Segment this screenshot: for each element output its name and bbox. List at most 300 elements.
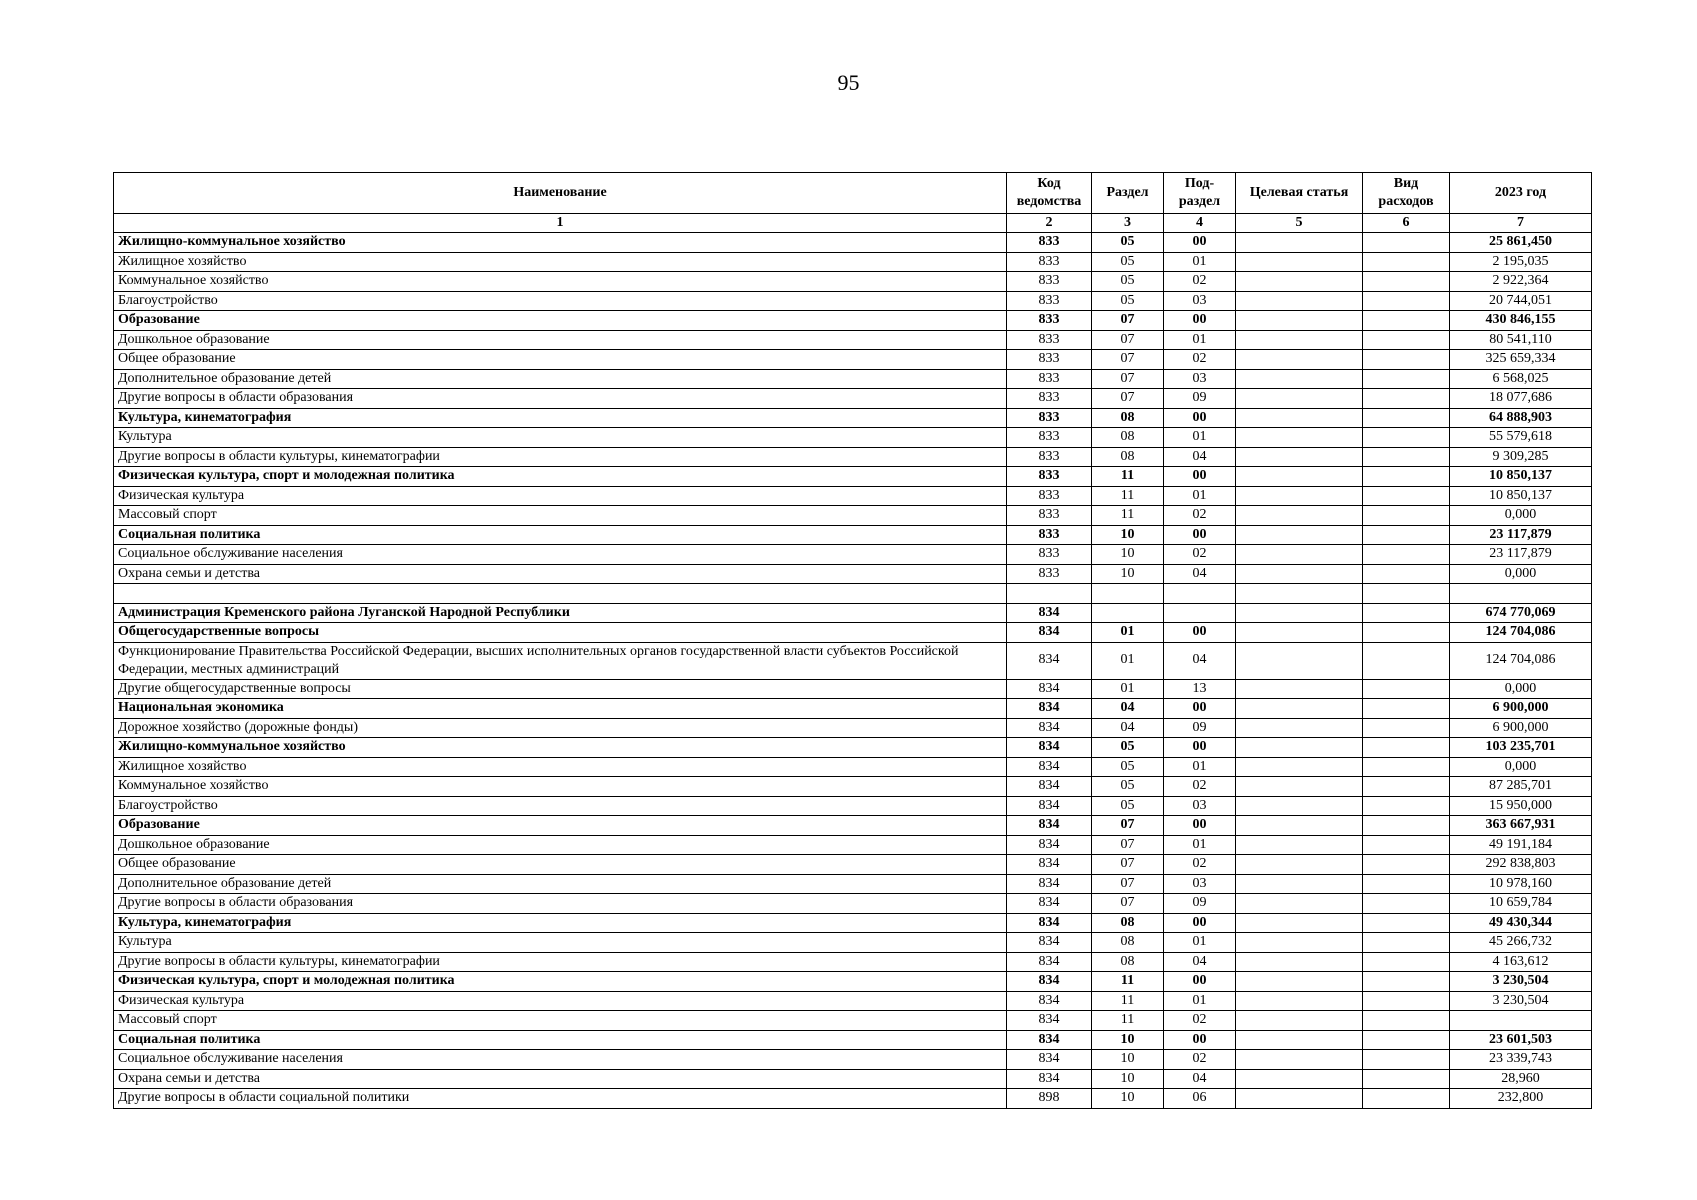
- cell-target-article: [1236, 874, 1363, 894]
- cell-name: Культура, кинематография: [114, 913, 1007, 933]
- cell-name: Жилищно-коммунальное хозяйство: [114, 738, 1007, 758]
- cell-name: Культура: [114, 933, 1007, 953]
- cell-target-article: [1236, 447, 1363, 467]
- cell-section: 05: [1092, 272, 1164, 292]
- table-row: [114, 252, 1592, 272]
- cell-target-article: [1236, 272, 1363, 292]
- cell-subsection: 01: [1164, 757, 1236, 777]
- cell-department-code: 833: [1007, 350, 1092, 370]
- column-number: 5: [1236, 214, 1363, 233]
- cell-section: 04: [1092, 718, 1164, 738]
- cell-subsection: 03: [1164, 796, 1236, 816]
- cell-name: Социальное обслуживание населения: [114, 545, 1007, 565]
- cell-department-code: 834: [1007, 603, 1092, 623]
- cell-section: 11: [1092, 467, 1164, 487]
- cell-department-code: 834: [1007, 991, 1092, 1011]
- cell-department-code: 834: [1007, 874, 1092, 894]
- cell-expense-type: [1363, 369, 1450, 389]
- cell-target-article: [1236, 796, 1363, 816]
- cell-amount: 430 846,155: [1450, 311, 1592, 331]
- cell-subsection: 04: [1164, 447, 1236, 467]
- cell-expense-type: [1363, 584, 1450, 604]
- cell-expense-type: [1363, 699, 1450, 719]
- cell-department-code: 833: [1007, 525, 1092, 545]
- cell-expense-type: [1363, 428, 1450, 448]
- cell-department-code: 834: [1007, 894, 1092, 914]
- table-body: [114, 233, 1592, 1109]
- cell-subsection: 03: [1164, 874, 1236, 894]
- cell-department-code: 834: [1007, 1069, 1092, 1089]
- cell-name: Социальное обслуживание населения: [114, 1050, 1007, 1070]
- column-number: 1: [114, 214, 1007, 233]
- cell-name: Функционирование Правительства Российской Федерации, высших исполнительных органов государственной власти субъектов Российской Федерации, местных администраций: [114, 642, 1007, 679]
- cell-expense-type: [1363, 486, 1450, 506]
- cell-section: 10: [1092, 1089, 1164, 1109]
- table-row: [114, 447, 1592, 467]
- cell-name: Другие вопросы в области образования: [114, 894, 1007, 914]
- cell-section: 07: [1092, 330, 1164, 350]
- cell-name: Администрация Кременского района Луганской Народной Республики: [114, 603, 1007, 623]
- cell-amount: 6 900,000: [1450, 718, 1592, 738]
- cell-department-code: 833: [1007, 428, 1092, 448]
- table-row: [114, 835, 1592, 855]
- table-row: [114, 816, 1592, 836]
- cell-target-article: [1236, 699, 1363, 719]
- cell-name: Коммунальное хозяйство: [114, 272, 1007, 292]
- table-row: [114, 350, 1592, 370]
- cell-amount: 23 117,879: [1450, 545, 1592, 565]
- cell-section: 07: [1092, 311, 1164, 331]
- cell-subsection: 06: [1164, 1089, 1236, 1109]
- cell-target-article: [1236, 972, 1363, 992]
- table-row: [114, 389, 1592, 409]
- cell-name: Дошкольное образование: [114, 330, 1007, 350]
- cell-department-code: 834: [1007, 835, 1092, 855]
- cell-subsection: 01: [1164, 486, 1236, 506]
- cell-expense-type: [1363, 408, 1450, 428]
- cell-name: Культура: [114, 428, 1007, 448]
- table-row: [114, 623, 1592, 643]
- cell-department-code: 834: [1007, 738, 1092, 758]
- page-number: 95: [837, 70, 860, 95]
- cell-amount: 3 230,504: [1450, 972, 1592, 992]
- cell-name: Дошкольное образование: [114, 835, 1007, 855]
- cell-amount: 10 850,137: [1450, 486, 1592, 506]
- cell-name: Образование: [114, 816, 1007, 836]
- header-name: Наименование: [114, 173, 1007, 214]
- cell-subsection: 04: [1164, 952, 1236, 972]
- cell-section: 05: [1092, 738, 1164, 758]
- cell-section: 08: [1092, 408, 1164, 428]
- cell-amount: 15 950,000: [1450, 796, 1592, 816]
- cell-amount: 45 266,732: [1450, 933, 1592, 953]
- cell-department-code: 834: [1007, 777, 1092, 797]
- cell-expense-type: [1363, 816, 1450, 836]
- cell-expense-type: [1363, 952, 1450, 972]
- cell-section: 05: [1092, 777, 1164, 797]
- cell-target-article: [1236, 952, 1363, 972]
- table-row: [114, 972, 1592, 992]
- cell-amount: 3 230,504: [1450, 991, 1592, 1011]
- cell-target-article: [1236, 233, 1363, 253]
- cell-subsection: 00: [1164, 699, 1236, 719]
- column-number: 7: [1450, 214, 1592, 233]
- cell-expense-type: [1363, 330, 1450, 350]
- cell-department-code: 834: [1007, 623, 1092, 643]
- cell-section: 05: [1092, 252, 1164, 272]
- cell-section: 07: [1092, 835, 1164, 855]
- cell-department-code: 834: [1007, 642, 1092, 679]
- cell-name: Дополнительное образование детей: [114, 369, 1007, 389]
- cell-target-article: [1236, 506, 1363, 526]
- cell-section: 05: [1092, 233, 1164, 253]
- cell-department-code: 834: [1007, 816, 1092, 836]
- cell-amount: 23 339,743: [1450, 1050, 1592, 1070]
- cell-department-code: 834: [1007, 699, 1092, 719]
- cell-name: Другие вопросы в области социальной политики: [114, 1089, 1007, 1109]
- header-department-code: Код ведомства: [1007, 173, 1092, 214]
- cell-expense-type: [1363, 718, 1450, 738]
- cell-subsection: 02: [1164, 545, 1236, 565]
- cell-amount: 0,000: [1450, 757, 1592, 777]
- cell-expense-type: [1363, 738, 1450, 758]
- cell-department-code: 833: [1007, 311, 1092, 331]
- table-row: [114, 874, 1592, 894]
- cell-subsection: 00: [1164, 408, 1236, 428]
- cell-target-article: [1236, 894, 1363, 914]
- cell-department-code: 833: [1007, 252, 1092, 272]
- cell-subsection: 00: [1164, 972, 1236, 992]
- cell-department-code: 833: [1007, 564, 1092, 584]
- cell-section: [1092, 603, 1164, 623]
- cell-subsection: 00: [1164, 816, 1236, 836]
- cell-expense-type: [1363, 894, 1450, 914]
- cell-target-article: [1236, 1089, 1363, 1109]
- cell-amount: 0,000: [1450, 679, 1592, 699]
- cell-name: Физическая культура, спорт и молодежная политика: [114, 467, 1007, 487]
- budget-table: [113, 172, 1592, 1109]
- cell-name: Другие общегосударственные вопросы: [114, 679, 1007, 699]
- cell-amount: 325 659,334: [1450, 350, 1592, 370]
- cell-name: Общегосударственные вопросы: [114, 623, 1007, 643]
- cell-section: 05: [1092, 291, 1164, 311]
- cell-expense-type: [1363, 1069, 1450, 1089]
- table-row: [114, 506, 1592, 526]
- table-row: [114, 545, 1592, 565]
- cell-department-code: 834: [1007, 796, 1092, 816]
- cell-expense-type: [1363, 525, 1450, 545]
- cell-target-article: [1236, 428, 1363, 448]
- cell-subsection: 02: [1164, 777, 1236, 797]
- cell-amount: [1450, 584, 1592, 604]
- cell-expense-type: [1363, 642, 1450, 679]
- cell-department-code: 833: [1007, 506, 1092, 526]
- cell-department-code: 833: [1007, 272, 1092, 292]
- cell-name: Другие вопросы в области культуры, кинематографии: [114, 952, 1007, 972]
- cell-subsection: 02: [1164, 1050, 1236, 1070]
- cell-section: 01: [1092, 679, 1164, 699]
- cell-amount: [1450, 1011, 1592, 1031]
- cell-expense-type: [1363, 623, 1450, 643]
- table-row: [114, 525, 1592, 545]
- cell-section: 07: [1092, 894, 1164, 914]
- cell-section: 07: [1092, 389, 1164, 409]
- table-row: [114, 718, 1592, 738]
- cell-section: 10: [1092, 564, 1164, 584]
- cell-target-article: [1236, 738, 1363, 758]
- table-row: [114, 933, 1592, 953]
- cell-expense-type: [1363, 467, 1450, 487]
- cell-subsection: 00: [1164, 738, 1236, 758]
- cell-target-article: [1236, 525, 1363, 545]
- cell-department-code: 834: [1007, 913, 1092, 933]
- cell-amount: 6 900,000: [1450, 699, 1592, 719]
- table-row: [114, 952, 1592, 972]
- cell-section: 01: [1092, 623, 1164, 643]
- table-header-row: [114, 173, 1592, 214]
- cell-name: [114, 584, 1007, 604]
- cell-amount: 6 568,025: [1450, 369, 1592, 389]
- header-subsection: Под-раздел: [1164, 173, 1236, 214]
- cell-subsection: 03: [1164, 291, 1236, 311]
- cell-section: 07: [1092, 855, 1164, 875]
- cell-section: 11: [1092, 972, 1164, 992]
- cell-amount: 124 704,086: [1450, 623, 1592, 643]
- cell-amount: 674 770,069: [1450, 603, 1592, 623]
- cell-department-code: 834: [1007, 1011, 1092, 1031]
- cell-name: Физическая культура: [114, 486, 1007, 506]
- cell-department-code: 833: [1007, 330, 1092, 350]
- cell-amount: 124 704,086: [1450, 642, 1592, 679]
- cell-amount: 0,000: [1450, 506, 1592, 526]
- cell-section: 11: [1092, 991, 1164, 1011]
- cell-name: Образование: [114, 311, 1007, 331]
- cell-target-article: [1236, 1030, 1363, 1050]
- cell-amount: 49 430,344: [1450, 913, 1592, 933]
- cell-amount: 55 579,618: [1450, 428, 1592, 448]
- cell-name: Жилищно-коммунальное хозяйство: [114, 233, 1007, 253]
- cell-target-article: [1236, 913, 1363, 933]
- table-row: [114, 564, 1592, 584]
- cell-section: 11: [1092, 1011, 1164, 1031]
- cell-department-code: 834: [1007, 1030, 1092, 1050]
- cell-expense-type: [1363, 233, 1450, 253]
- cell-section: 08: [1092, 952, 1164, 972]
- cell-department-code: 833: [1007, 408, 1092, 428]
- table-row: [114, 369, 1592, 389]
- cell-department-code: 834: [1007, 1050, 1092, 1070]
- cell-subsection: 04: [1164, 1069, 1236, 1089]
- cell-department-code: 833: [1007, 545, 1092, 565]
- cell-amount: 25 861,450: [1450, 233, 1592, 253]
- cell-subsection: 13: [1164, 679, 1236, 699]
- cell-expense-type: [1363, 874, 1450, 894]
- cell-expense-type: [1363, 757, 1450, 777]
- cell-name: Массовый спорт: [114, 506, 1007, 526]
- cell-section: [1092, 584, 1164, 604]
- cell-target-article: [1236, 1050, 1363, 1070]
- cell-section: 08: [1092, 913, 1164, 933]
- cell-name: Социальная политика: [114, 525, 1007, 545]
- cell-subsection: 02: [1164, 855, 1236, 875]
- cell-section: 07: [1092, 816, 1164, 836]
- cell-expense-type: [1363, 389, 1450, 409]
- cell-expense-type: [1363, 252, 1450, 272]
- cell-amount: 80 541,110: [1450, 330, 1592, 350]
- column-number: 2: [1007, 214, 1092, 233]
- cell-expense-type: [1363, 777, 1450, 797]
- cell-expense-type: [1363, 272, 1450, 292]
- cell-amount: 20 744,051: [1450, 291, 1592, 311]
- cell-target-article: [1236, 757, 1363, 777]
- table-row: [114, 330, 1592, 350]
- cell-target-article: [1236, 350, 1363, 370]
- cell-section: 05: [1092, 796, 1164, 816]
- cell-target-article: [1236, 486, 1363, 506]
- cell-target-article: [1236, 835, 1363, 855]
- cell-department-code: 833: [1007, 369, 1092, 389]
- cell-subsection: 00: [1164, 233, 1236, 253]
- cell-target-article: [1236, 777, 1363, 797]
- cell-subsection: 09: [1164, 894, 1236, 914]
- cell-department-code: 834: [1007, 757, 1092, 777]
- cell-name: Коммунальное хозяйство: [114, 777, 1007, 797]
- cell-amount: 87 285,701: [1450, 777, 1592, 797]
- table-row: [114, 894, 1592, 914]
- cell-target-article: [1236, 642, 1363, 679]
- table-row: [114, 233, 1592, 253]
- cell-subsection: 00: [1164, 467, 1236, 487]
- cell-subsection: 03: [1164, 369, 1236, 389]
- cell-name: Другие вопросы в области образования: [114, 389, 1007, 409]
- cell-subsection: 01: [1164, 933, 1236, 953]
- header-expense-type: Вид расходов: [1363, 173, 1450, 214]
- cell-name: Дополнительное образование детей: [114, 874, 1007, 894]
- cell-amount: 49 191,184: [1450, 835, 1592, 855]
- cell-target-article: [1236, 389, 1363, 409]
- cell-section: 10: [1092, 1030, 1164, 1050]
- cell-subsection: 00: [1164, 913, 1236, 933]
- cell-subsection: 09: [1164, 718, 1236, 738]
- cell-subsection: 01: [1164, 991, 1236, 1011]
- cell-section: 05: [1092, 757, 1164, 777]
- cell-amount: 10 659,784: [1450, 894, 1592, 914]
- cell-subsection: 02: [1164, 1011, 1236, 1031]
- cell-section: 11: [1092, 486, 1164, 506]
- cell-amount: 232,800: [1450, 1089, 1592, 1109]
- cell-department-code: [1007, 584, 1092, 604]
- cell-target-article: [1236, 603, 1363, 623]
- cell-subsection: 04: [1164, 564, 1236, 584]
- cell-section: 07: [1092, 369, 1164, 389]
- cell-section: 11: [1092, 506, 1164, 526]
- cell-name: Массовый спорт: [114, 1011, 1007, 1031]
- table-row: [114, 1069, 1592, 1089]
- cell-target-article: [1236, 1069, 1363, 1089]
- column-number: 6: [1363, 214, 1450, 233]
- cell-name: Физическая культура: [114, 991, 1007, 1011]
- cell-name: Жилищное хозяйство: [114, 252, 1007, 272]
- cell-department-code: 834: [1007, 972, 1092, 992]
- cell-target-article: [1236, 467, 1363, 487]
- cell-subsection: 01: [1164, 330, 1236, 350]
- cell-department-code: 834: [1007, 718, 1092, 738]
- cell-subsection: 02: [1164, 506, 1236, 526]
- cell-department-code: 834: [1007, 952, 1092, 972]
- cell-amount: 18 077,686: [1450, 389, 1592, 409]
- cell-expense-type: [1363, 603, 1450, 623]
- cell-target-article: [1236, 679, 1363, 699]
- cell-subsection: 00: [1164, 1030, 1236, 1050]
- cell-expense-type: [1363, 972, 1450, 992]
- header-section: Раздел: [1092, 173, 1164, 214]
- table-row: [114, 757, 1592, 777]
- cell-name: Другие вопросы в области культуры, кинематографии: [114, 447, 1007, 467]
- cell-amount: 10 978,160: [1450, 874, 1592, 894]
- cell-amount: 2 922,364: [1450, 272, 1592, 292]
- cell-amount: 2 195,035: [1450, 252, 1592, 272]
- cell-expense-type: [1363, 933, 1450, 953]
- cell-expense-type: [1363, 913, 1450, 933]
- cell-name: Дорожное хозяйство (дорожные фонды): [114, 718, 1007, 738]
- table-row: [114, 991, 1592, 1011]
- cell-target-article: [1236, 311, 1363, 331]
- cell-expense-type: [1363, 545, 1450, 565]
- cell-target-article: [1236, 718, 1363, 738]
- cell-target-article: [1236, 1011, 1363, 1031]
- cell-section: 08: [1092, 428, 1164, 448]
- table-row: [114, 777, 1592, 797]
- cell-department-code: 898: [1007, 1089, 1092, 1109]
- table-row: [114, 408, 1592, 428]
- cell-name: Жилищное хозяйство: [114, 757, 1007, 777]
- cell-name: Благоустройство: [114, 291, 1007, 311]
- cell-department-code: 833: [1007, 291, 1092, 311]
- cell-amount: 363 667,931: [1450, 816, 1592, 836]
- table-row: [114, 699, 1592, 719]
- cell-expense-type: [1363, 291, 1450, 311]
- cell-subsection: 02: [1164, 272, 1236, 292]
- cell-department-code: 833: [1007, 486, 1092, 506]
- cell-target-article: [1236, 564, 1363, 584]
- table-row: [114, 855, 1592, 875]
- table-row: [114, 1050, 1592, 1070]
- cell-target-article: [1236, 855, 1363, 875]
- table-row: [114, 486, 1592, 506]
- cell-department-code: 833: [1007, 467, 1092, 487]
- cell-department-code: 833: [1007, 447, 1092, 467]
- cell-name: Благоустройство: [114, 796, 1007, 816]
- cell-amount: 292 838,803: [1450, 855, 1592, 875]
- cell-department-code: 834: [1007, 933, 1092, 953]
- cell-name: Охрана семьи и детства: [114, 1069, 1007, 1089]
- table-row: [114, 272, 1592, 292]
- cell-expense-type: [1363, 506, 1450, 526]
- cell-target-article: [1236, 330, 1363, 350]
- cell-amount: 23 117,879: [1450, 525, 1592, 545]
- cell-subsection: 00: [1164, 311, 1236, 331]
- cell-department-code: 834: [1007, 679, 1092, 699]
- table-row: [114, 311, 1592, 331]
- cell-expense-type: [1363, 311, 1450, 331]
- cell-expense-type: [1363, 1089, 1450, 1109]
- cell-subsection: 01: [1164, 835, 1236, 855]
- cell-name: Социальная политика: [114, 1030, 1007, 1050]
- cell-expense-type: [1363, 679, 1450, 699]
- column-number-row: [114, 214, 1592, 233]
- table-row: [114, 679, 1592, 699]
- cell-expense-type: [1363, 564, 1450, 584]
